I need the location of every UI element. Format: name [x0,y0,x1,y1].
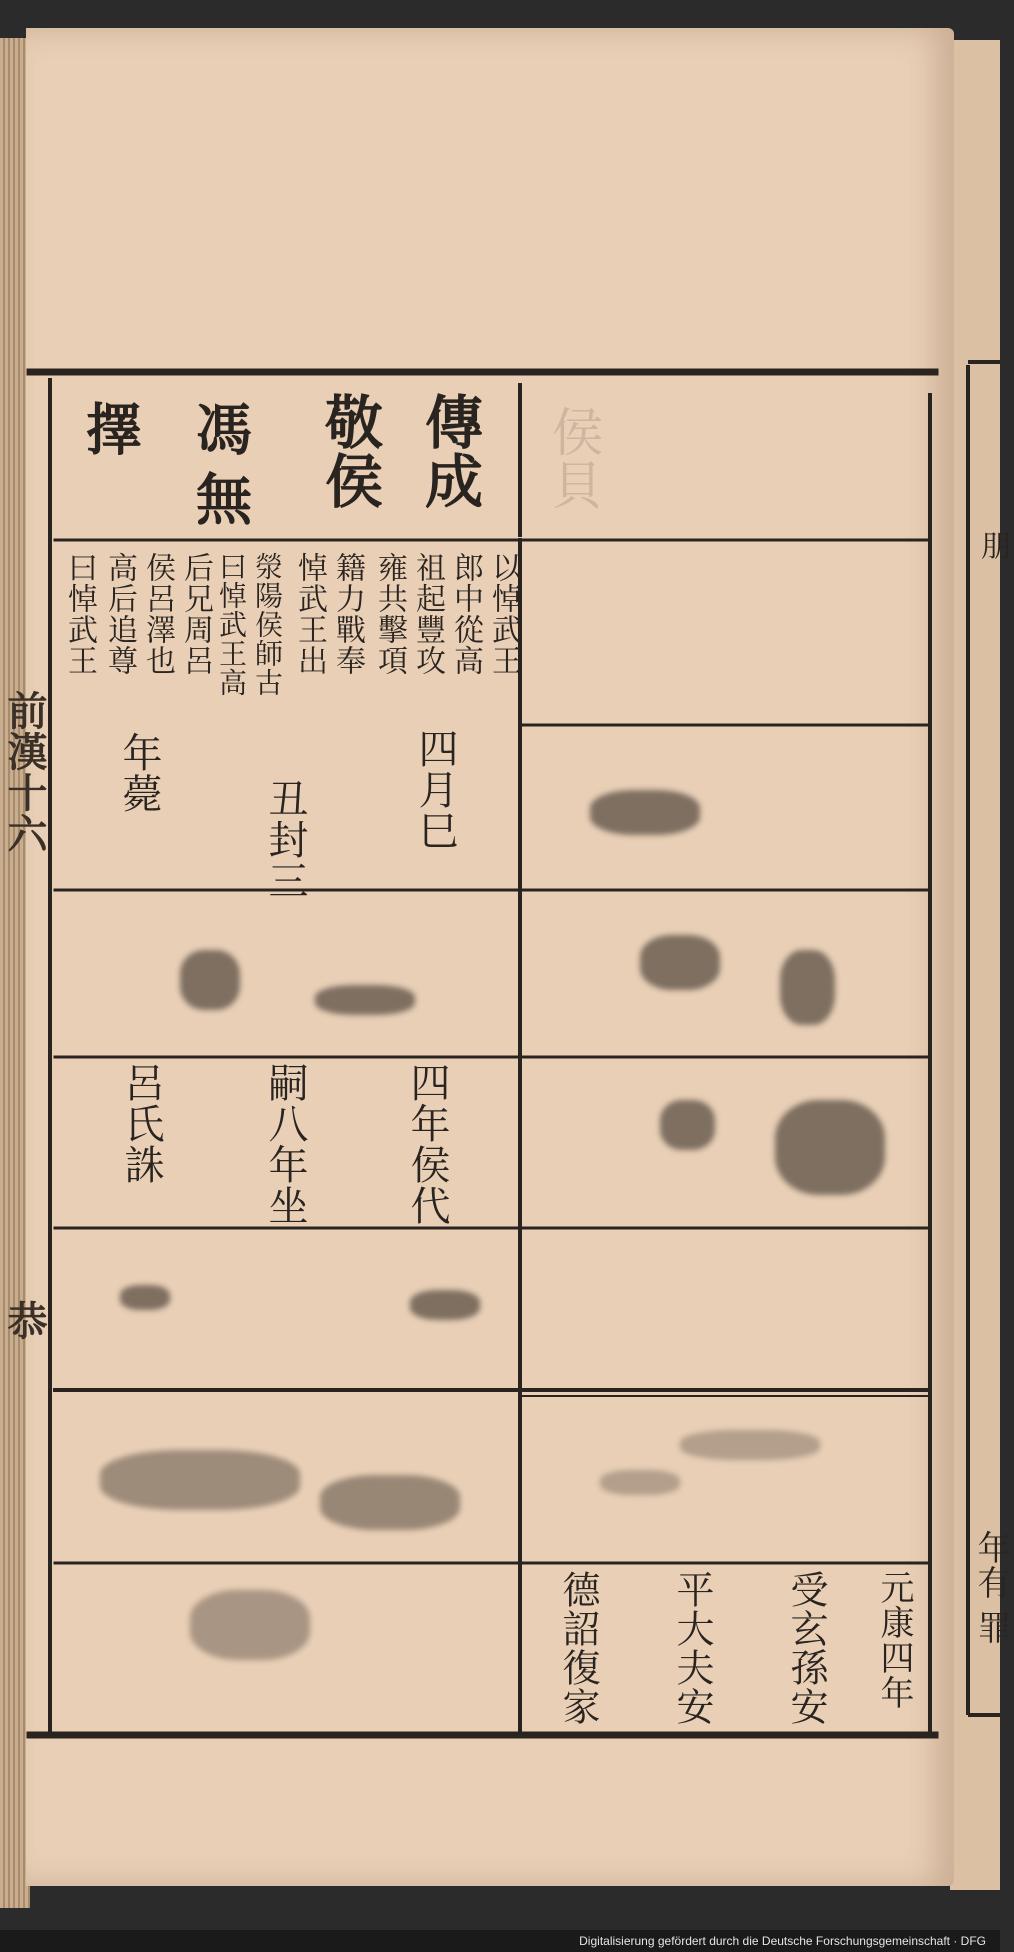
row3-col-1: 四年侯代 [404,1062,450,1226]
narrative-col-5: 籍力戰奉 [330,552,365,676]
ink-smudge [180,950,240,1010]
footer-credit: Digitalisierung gefördert durch die Deutsche Forschungsgemeinschaft · DFG [579,1934,986,1948]
ink-smudge [590,790,700,835]
narrative-col-9: 后兄周呂 [178,552,213,676]
ink-smudge [780,950,835,1025]
header-title-1: 傳成 [415,392,483,510]
bottom-col-1: 元康四年 [874,1570,914,1710]
fold-margin-title: 前漢十六 [1,690,48,854]
header-title-2: 敬侯 [315,392,383,510]
date-col-2: 丑封三 [262,778,308,901]
bottom-col-4: 德詔復家 [556,1570,600,1726]
narrative-col-4: 雍共擊項 [372,552,407,676]
header-title-3b: 無 [187,470,253,527]
header-title-3a: 馮 [187,400,253,457]
narrative-col-11: 高后追尊 [102,552,137,676]
next-page-text-3: 罪 [971,1610,1011,1645]
ink-smudge [640,935,720,990]
ink-smudge [775,1100,885,1195]
bottom-col-3: 平大夫安 [670,1570,714,1726]
next-page-text-1: 朋 [975,530,1010,561]
ink-smudge [190,1590,310,1660]
row3-col-2: 嗣八年坐 [262,1062,308,1226]
ink-smudge [320,1475,460,1530]
fold-margin-mark: 恭 [1,1300,48,1341]
narrative-col-3: 祖起豐攻 [410,552,445,676]
ink-smudge [680,1430,820,1460]
narrative-col-2: 郎中從高 [448,552,483,676]
ink-smudge [100,1450,300,1510]
bottom-col-2: 受玄孫安 [784,1570,828,1726]
row3-col-3: 呂氏誅 [118,1062,164,1185]
date-col-3: 年薨 [116,732,162,814]
ink-smudge [410,1290,480,1320]
ink-smudge [600,1470,680,1495]
narrative-col-7: 滎陽侯師古 [251,552,284,697]
narrative-col-1: 以悼武王 [486,552,521,676]
ink-smudge [120,1285,170,1310]
header-title-4: 擇 [77,400,143,457]
narrative-col-8: 曰悼武王高 [215,552,248,697]
date-col-1: 四月巳 [412,728,458,851]
ink-smudge [315,985,415,1015]
ink-smudge [660,1100,715,1150]
narrative-col-12: 曰悼武王 [62,552,97,676]
narrative-col-6: 悼武王出 [292,552,327,676]
next-page-text-2: 年有 [971,1530,1011,1600]
bleed-through: 侯貝 [542,405,602,511]
narrative-col-10: 侯呂澤也 [140,552,175,676]
